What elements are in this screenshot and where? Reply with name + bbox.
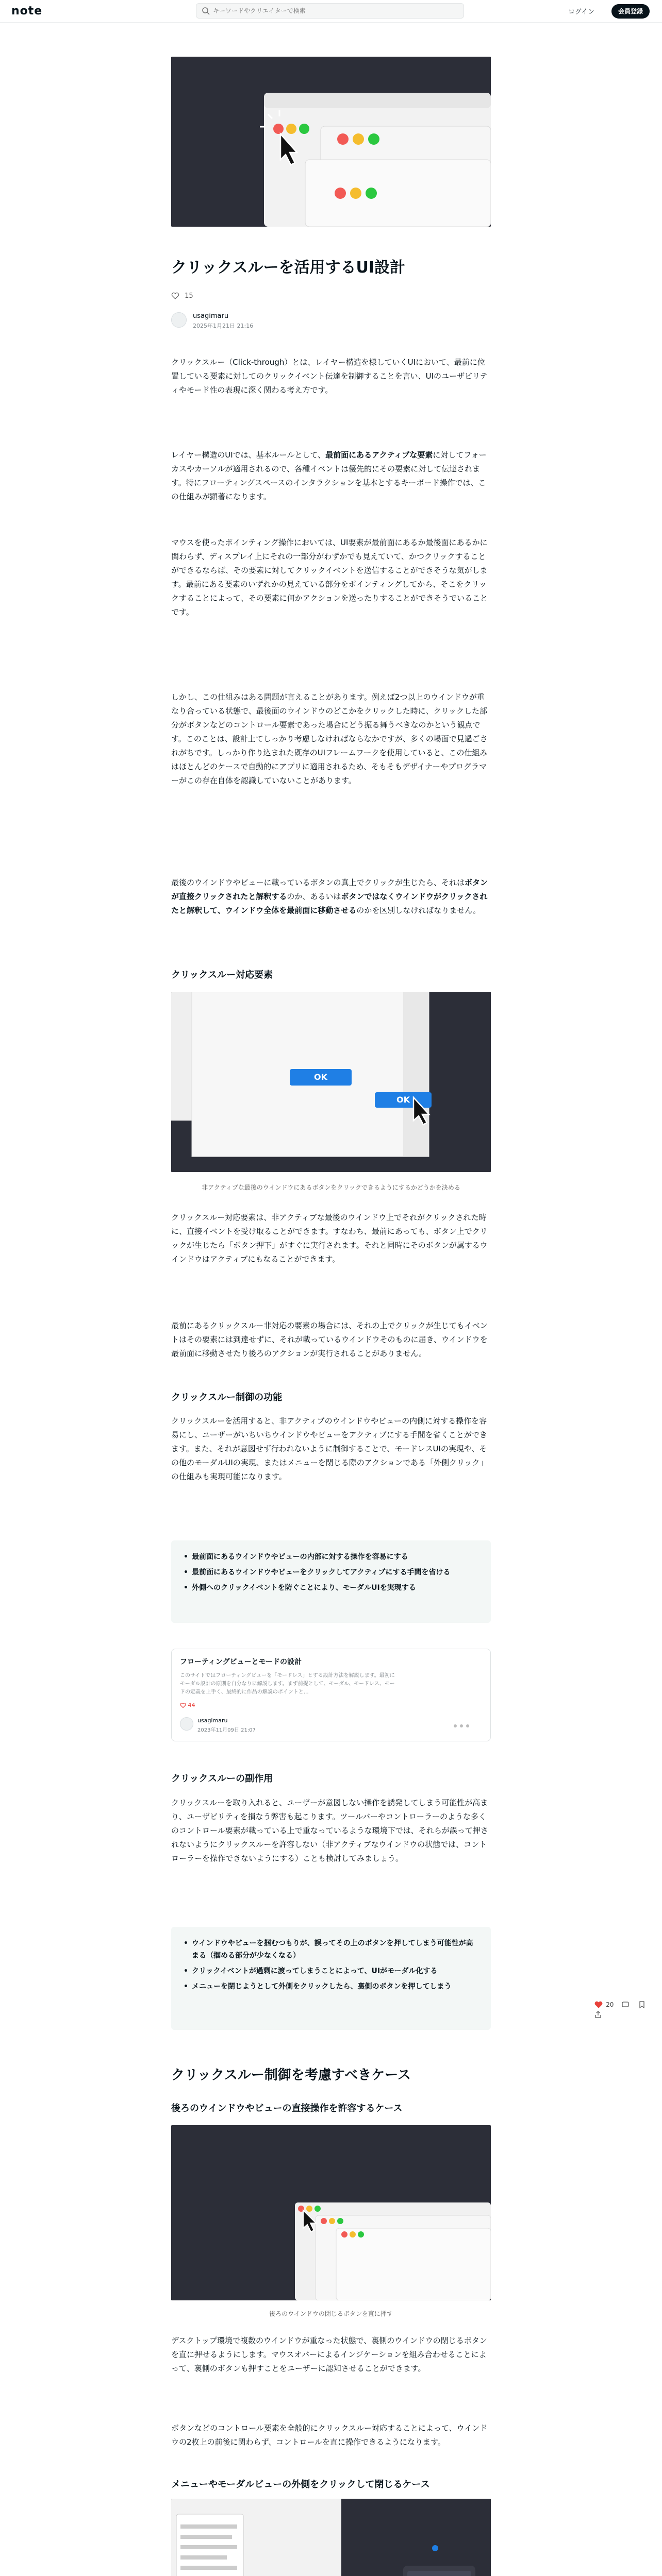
paragraph-7: クリックスルーを活用すると、非アクティブのウインドウやビューの内側に対する操作を容易にし、ユーザーがいちいちウインドウやビューをアクティブにする手間を省くことができます。また、それが意図せず行われないように制御することで、モードレスUIの実現や、その他のモーダルUIの実現、またはメニューを閉じる際のアクションである「外側クリック」の仕組みも実現可能になります。 <box>171 1416 488 1481</box>
intro-paragraph: クリックスルー（Click-through）とは、レイヤー構造を様していくUIにおいて、最前に位置している要素に対してのクリックイベント伝達を制御することを言い、UIのユーザビリティやモード性の表現に深く関わる考え方です。 <box>171 358 488 395</box>
login-link[interactable]: ログイン <box>568 8 595 16</box>
heading-case-2: メニューやモーダルビューの外側をクリックして閉じるケース <box>171 2479 430 2490</box>
list-item: • 外側へのクリックイベントを防ぐことにより、モーダルUIを実現する <box>184 1582 478 1594</box>
embed-author: usagimaru <box>197 1717 228 1724</box>
heart-icon <box>180 1702 186 1708</box>
case1-figure <box>171 2125 491 2300</box>
like-count: 15 <box>185 292 193 300</box>
heading-support: クリックスルー対応要素 <box>171 970 273 980</box>
heading-control: クリックスルー制御の功能 <box>171 1392 283 1403</box>
publish-date: 2025年1月21日 21:16 <box>193 323 254 329</box>
side-like-count: 20 <box>606 2001 614 2008</box>
support-figure <box>171 992 491 1172</box>
side-action-bar <box>594 1999 656 2013</box>
summary-list-1 <box>184 1551 478 1594</box>
ok-button-front[interactable]: OK <box>314 1072 327 1082</box>
bold-span: 最前面にあるアクティブな要素 <box>325 450 433 460</box>
top-bar <box>0 0 662 23</box>
bold-span: ボタンが直接クリックされたと解釈する <box>171 878 488 901</box>
embed-avatar <box>180 1717 193 1731</box>
bookmark-icon[interactable] <box>638 2001 646 2009</box>
paragraph-10: ボタンなどのコントロール要素を全般的にクリックスルー対応することによって、ウインドウの2枚上の前後に関わらず、コントロールを直に操作できるようになります。 <box>171 2424 488 2447</box>
share-icon[interactable] <box>594 2010 602 2019</box>
caption-1: 非アクティブな最後のウインドウにあるボタンをクリックできるようにするかどうかを決める <box>202 1184 460 1191</box>
menu-outside-click-illustration <box>171 2499 491 2576</box>
paragraph-4 <box>171 876 491 918</box>
more-icon[interactable] <box>451 1722 482 1730</box>
list-item: • クリックイベントが過剰に渡ってしまうことによって、UIがモーダル化する <box>184 1965 478 1977</box>
ok-buttons-illustration <box>171 992 491 1172</box>
heading-cases: クリックスルー制御を考慮すべきケース <box>171 2067 411 2083</box>
back-window-illustration <box>171 2125 491 2300</box>
paragraph-5: クリックスルー対応要素は、非アクティブな最後のウインドウ上でそれがクリックされた時に、直接イベントを受け取ることができます。すなわち、最前にあっても、ボタン上でクリックが生じたら「ボタン押下」がすぐに実行されます。それと同時にそのボタンが属するウインドウはアクティブにもなることができます。 <box>171 1213 488 1264</box>
list-item: • メニューを閉じようとして外側をクリックしたら、裏側のボタンを押してしまう <box>184 1980 478 1993</box>
case2-figure <box>171 2499 491 2576</box>
like-row <box>171 292 491 302</box>
register-button[interactable]: 会員登録 <box>611 4 650 19</box>
avatar[interactable] <box>171 312 187 328</box>
embed-card[interactable] <box>171 1649 491 1741</box>
article-title: クリックスルーを活用するUI設計 <box>171 259 406 277</box>
paragraph-9: デスクトップ環境で複数のウインドウが重なった状態で、裏側のウインドウの閉じるボタンを直に押せるようにします。マウスオバーによるインジケーションを組み合わせることによって、裏側のボタンも押すことをユーザーに認知させることができます。 <box>171 2336 487 2373</box>
embed-likes-row <box>180 1702 195 1708</box>
text-span: レイヤー構造のUIでは、基本ルールとして、 <box>171 450 326 460</box>
search-icon <box>202 7 210 15</box>
list-item: • 最前面にあるウインドウやビューの内部に対する操作を容易にする <box>184 1551 478 1563</box>
ok-button-back[interactable]: OK <box>396 1095 410 1105</box>
note-logo[interactable]: note <box>11 5 43 18</box>
embed-like-count: 44 <box>188 1702 195 1708</box>
summary-box-1 <box>171 1540 491 1623</box>
search-input[interactable] <box>213 6 455 16</box>
text-span: のかを区別しなければなりません。 <box>356 906 481 915</box>
caption-2: 後ろのウインドウの閉じるボタンを直に押す <box>269 2310 393 2317</box>
author-name[interactable]: usagimaru <box>193 312 229 320</box>
bold-span: ボタンではなくウインドウがクリックされたと解釈して、ウインドウ全体を最前面に移動させる <box>171 892 488 915</box>
heart-icon[interactable] <box>594 2000 603 2009</box>
hero-illustration <box>171 57 491 227</box>
heading-case-1: 後ろのウインドウやビューの直接操作を許容するケース <box>171 2103 403 2114</box>
text-span: に対してフォーカスやカーソルが適用されるので、各種イベントは優先的にその要素に対して伝達されます。特にフローティングスペースのインタラクションを基本とするキーボード操作では、この仕組みが顕著になります。 <box>171 450 487 501</box>
list-item: • 最前面にあるウインドウやビューをクリックしてアクティブにする手間を省ける <box>184 1566 478 1579</box>
paragraph-6: 最前にあるクリックスルー非対応の要素の場合には、それの上でクリックが生じてもイベントはその要素には到達せずに、それが載っているウインドウそのものに届き、ウインドウを最前面に移動させたり後ろのアクションが実行されることがありません。 <box>171 1321 488 1358</box>
search-box[interactable] <box>196 3 464 19</box>
comment-icon[interactable] <box>621 2001 630 2009</box>
hero-image <box>171 57 491 227</box>
paragraph-2: マウスを使ったポインティング操作においては、UI要素が最前面にあるか最後面にあるかに関わらず、ディスプレイ上にそれの一部分がわずかでも見えていて、かつクリックすることができるならば、その要素に対してクリックイベントを送信することができそうな気がします。最前にある要素のいずれかの見えている部分をポインティングしてから、そこをクリックすることによって、その要素に何かアクションを送ったりすることができそうでいることです。 <box>171 538 488 617</box>
heart-icon[interactable] <box>171 292 179 300</box>
list-item: • ウインドウやビューを掴むつもりが、誤ってその上のボタンを押してしまう可能性が高まる（掴める部分が少なくなる） <box>184 1937 478 1962</box>
summary-box-2 <box>171 1927 491 2030</box>
embed-description: このサイトではフローティングビューを「モードレス」とする設計方法を解説します。最初にモーダル設計の原則を自分なりに解説します。まず前提として、モーダル、モードレス、モードの定義を上手く、最終的に作品の解説のポイントと… <box>180 1673 395 1695</box>
embed-date: 2023年11月09日 21:07 <box>197 1727 256 1733</box>
paragraph-1 <box>171 448 491 504</box>
paragraph-3: しかし、この仕組みはある問題が言えることがあります。例えば2つ以上のウインドウが重なり合っている状態で、最後面のウインドウのどこかをクリックした時に、クリックした部分がボタンなどのコントロール要素であった場合にどう振る舞うべきなのかという観点です。このことは、設計上てしっかり考慮しなければならなかですが、多くの場面で見過ごされがちです。しっかり作り込まれた既存のUIフレームワークを使用していると、この仕組みはほとんどのケースで自動的にアプリに適用されるため、そもそもデザイナーやプログラマーがこの存在自体を認識していないことがあります。 <box>171 692 488 785</box>
heading-side-effect: クリックスルーの副作用 <box>171 1773 273 1784</box>
paragraph-8: クリックスルーを取り入れると、ユーザーが意図しない操作を誘発してしまう可能性が高まり、ユーザビリティを損なう弊害も起こります。ツールバーやコントローラーのような多くのコントロール要素が載っている上で重なっているような環境下では、それらが誤って押されないようにクリックスルーを許容しない（非アクティブなウインドウの状態では、コントローラーを操作できないようにする）ことも検討してみましょう。 <box>171 1798 488 1863</box>
summary-list-2 <box>184 1937 478 1993</box>
embed-title[interactable]: フローティングビューとモードの設計 <box>180 1658 302 1666</box>
text-span: のか、あるいは <box>287 892 341 901</box>
author-row <box>171 311 491 330</box>
text-span: 最後のウインドウやビューに載っているボタンの真上でクリックが生じたら、それは <box>171 878 465 887</box>
